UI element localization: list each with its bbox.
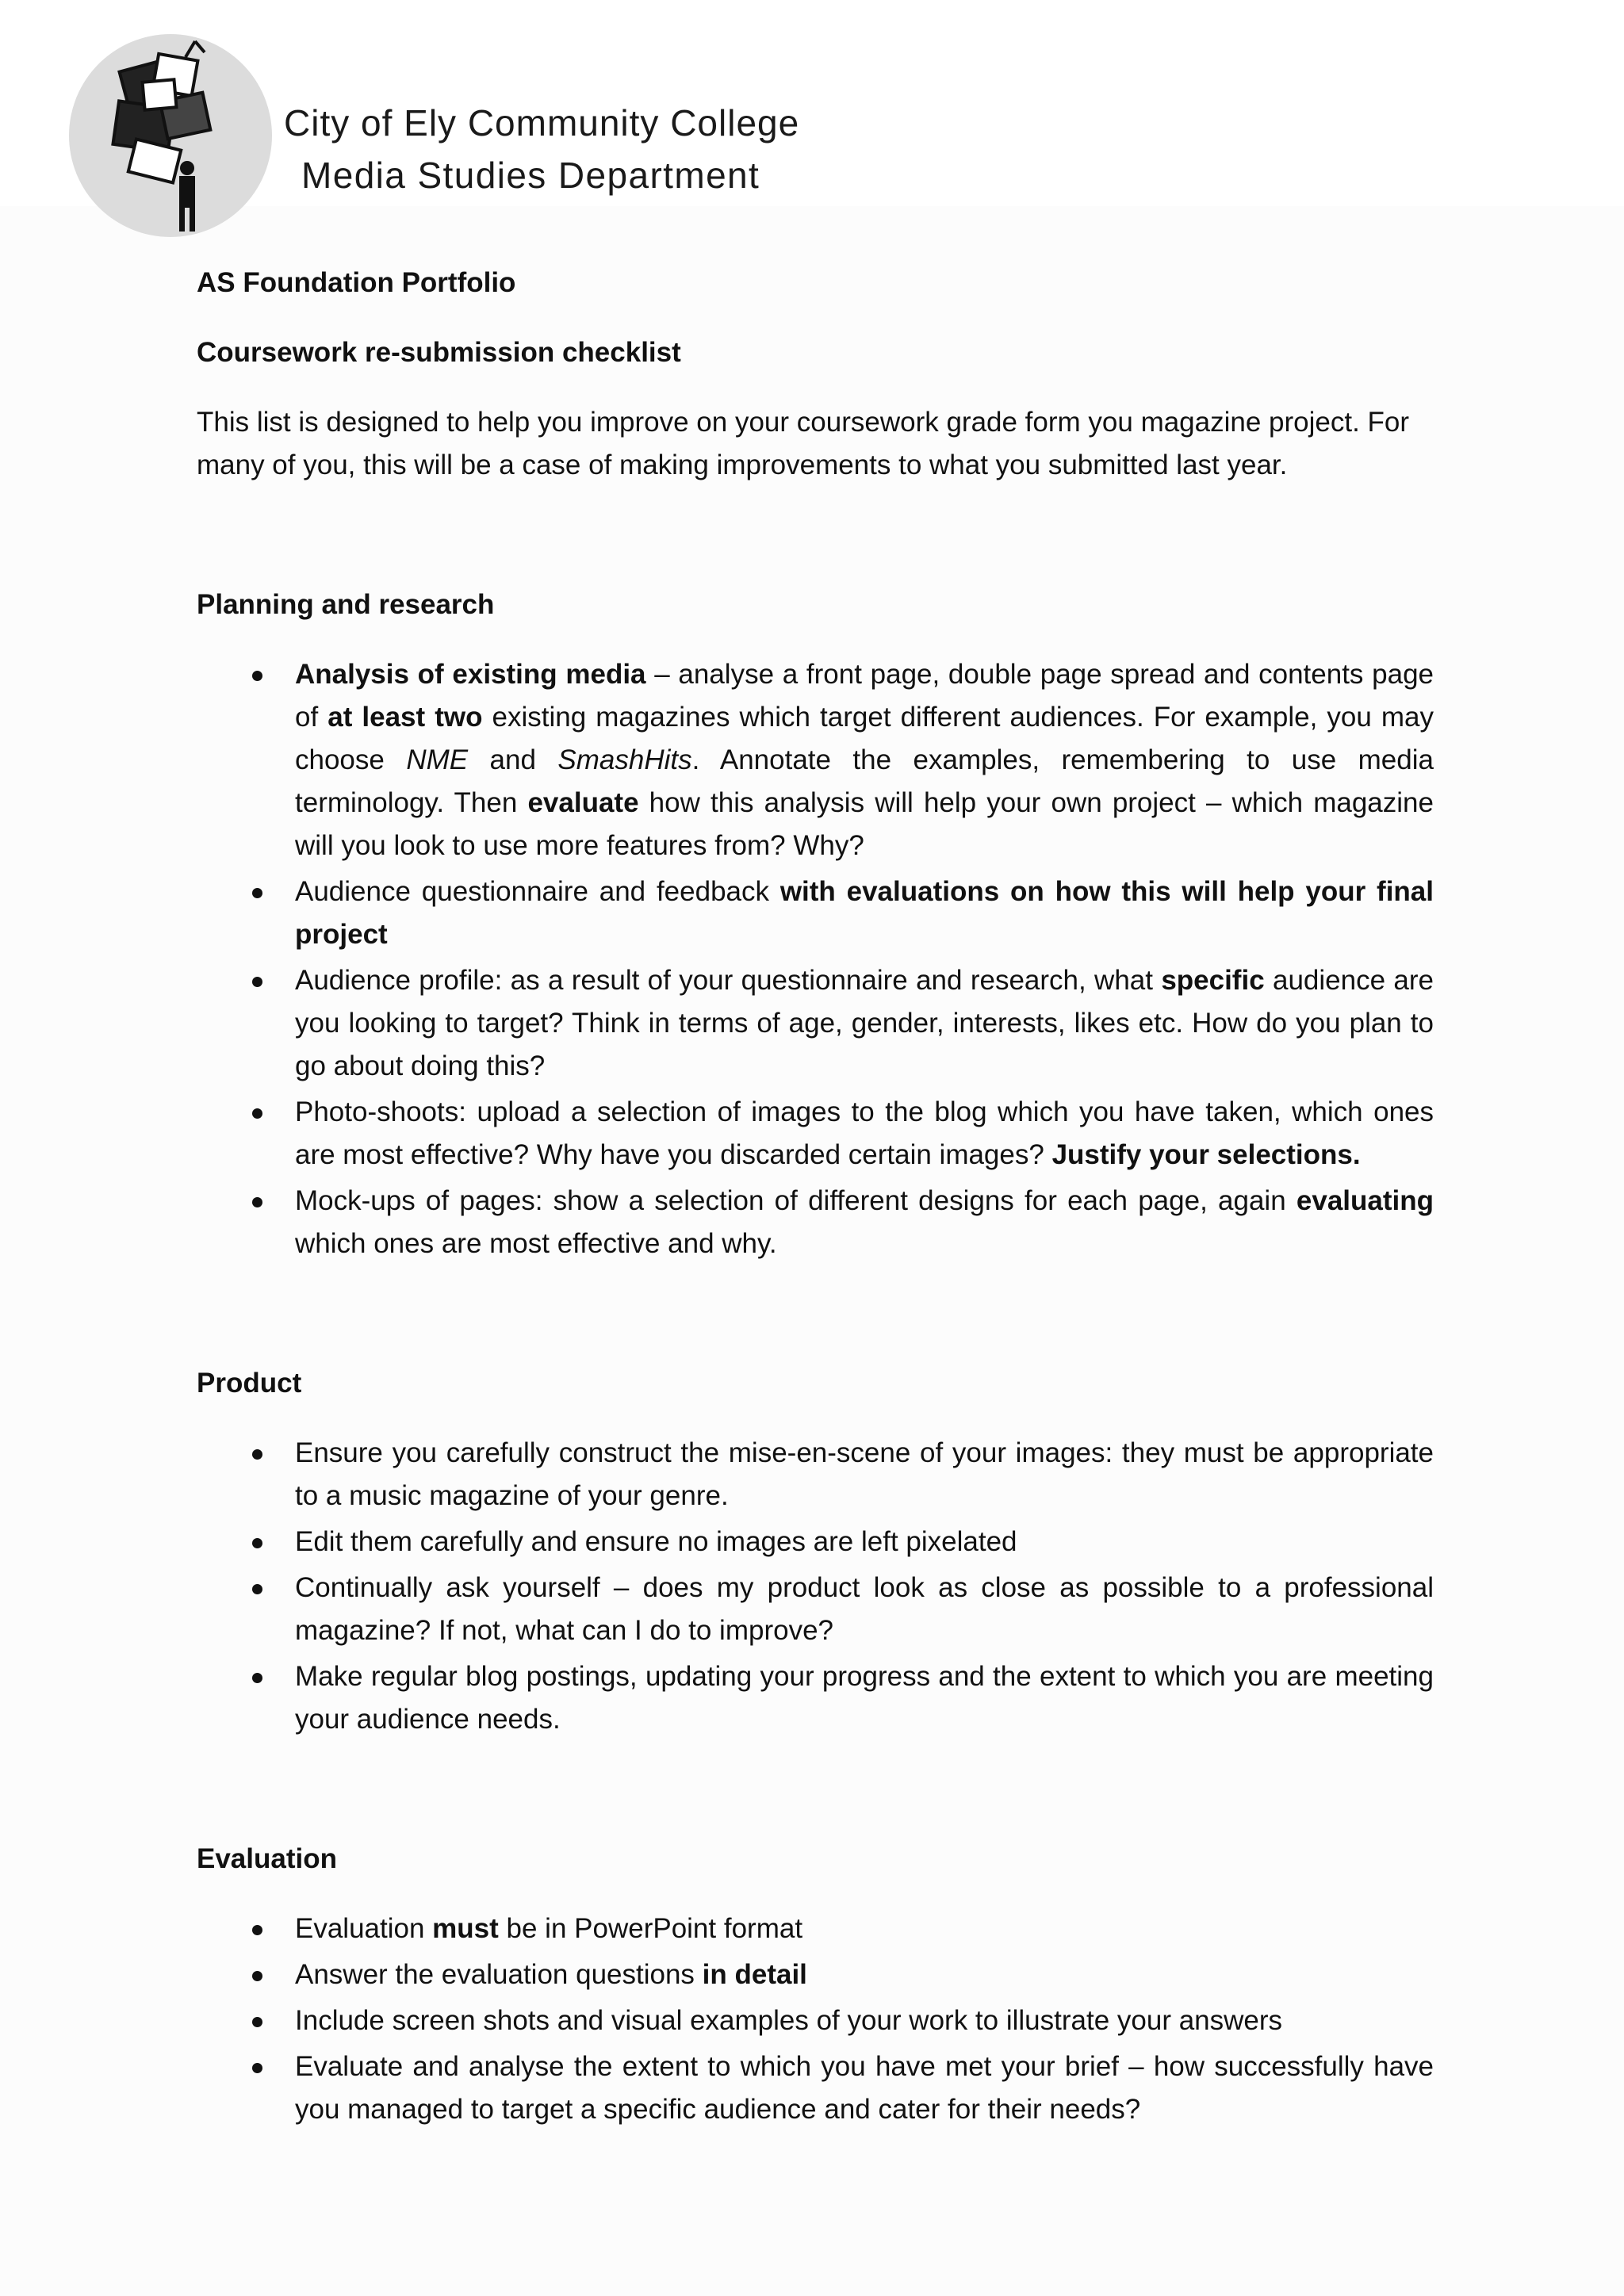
document-body <box>197 262 1434 2134</box>
list-item: Mock-ups of pages: show a selection of different designs for each page, again evaluating which ones are most effective and why. <box>197 1180 1434 1265</box>
list-item: Include screen shots and visual examples of your work to illustrate your answers <box>197 1999 1434 2042</box>
evaluation-list <box>197 1908 1434 2131</box>
document-title: AS Foundation Portfolio <box>197 267 516 298</box>
section-heading-planning: Planning and research <box>197 589 495 620</box>
list-item: Audience profile: as a result of your questionnaire and research, what specific audience are you looking to target? Think in terms of age, gender, interests, likes etc. How do you plan to go about doing this? <box>197 959 1434 1088</box>
document-subtitle: Coursework re-submission checklist <box>197 337 681 368</box>
list-item: Analysis of existing media – analyse a front page, double page spread and contents page of at least two existing magazines which target different audiences. For example, you may choose NME and SmashHits. Annotate the examples, remembering to use media terminology. Then evaluate how this analysis will help your own project – which magazine will you look to use more features from? Why? <box>197 653 1434 867</box>
section-heading-evaluation: Evaluation <box>197 1843 337 1874</box>
list-item: Answer the evaluation questions in detail <box>197 1954 1434 1996</box>
planning-list <box>197 653 1434 1265</box>
department-name: Media Studies Department <box>301 155 760 196</box>
product-list <box>197 1432 1434 1741</box>
college-logo <box>68 33 273 238</box>
list-item: Ensure you carefully construct the mise-en-scene of your images: they must be appropriate to a music magazine of your genre. <box>197 1432 1434 1517</box>
list-item: Audience questionnaire and feedback with evaluations on how this will help your final project <box>197 871 1434 956</box>
list-item: Evaluation must be in PowerPoint format <box>197 1908 1434 1950</box>
list-item: Photo-shoots: upload a selection of images to the blog which you have taken, which ones are most effective? Why have you discarded certain images? Justify your selections. <box>197 1091 1434 1177</box>
college-name: City of Ely Community College <box>284 102 800 144</box>
list-item: Make regular blog postings, updating your progress and the extent to which you are meeting your audience needs. <box>197 1655 1434 1741</box>
list-item: Edit them carefully and ensure no images are left pixelated <box>197 1521 1434 1563</box>
list-item: Evaluate and analyse the extent to which you have met your brief – how successfully have you managed to target a specific audience and cater for their needs? <box>197 2045 1434 2131</box>
section-heading-product: Product <box>197 1368 302 1399</box>
list-item: Continually ask yourself – does my product look as close as possible to a professional magazine? If not, what can I do to improve? <box>197 1567 1434 1652</box>
intro-paragraph: This list is designed to help you improve on your coursework grade form you magazine project. For many of you, this will be a case of making improvements to what you submitted last year. <box>197 407 1410 480</box>
